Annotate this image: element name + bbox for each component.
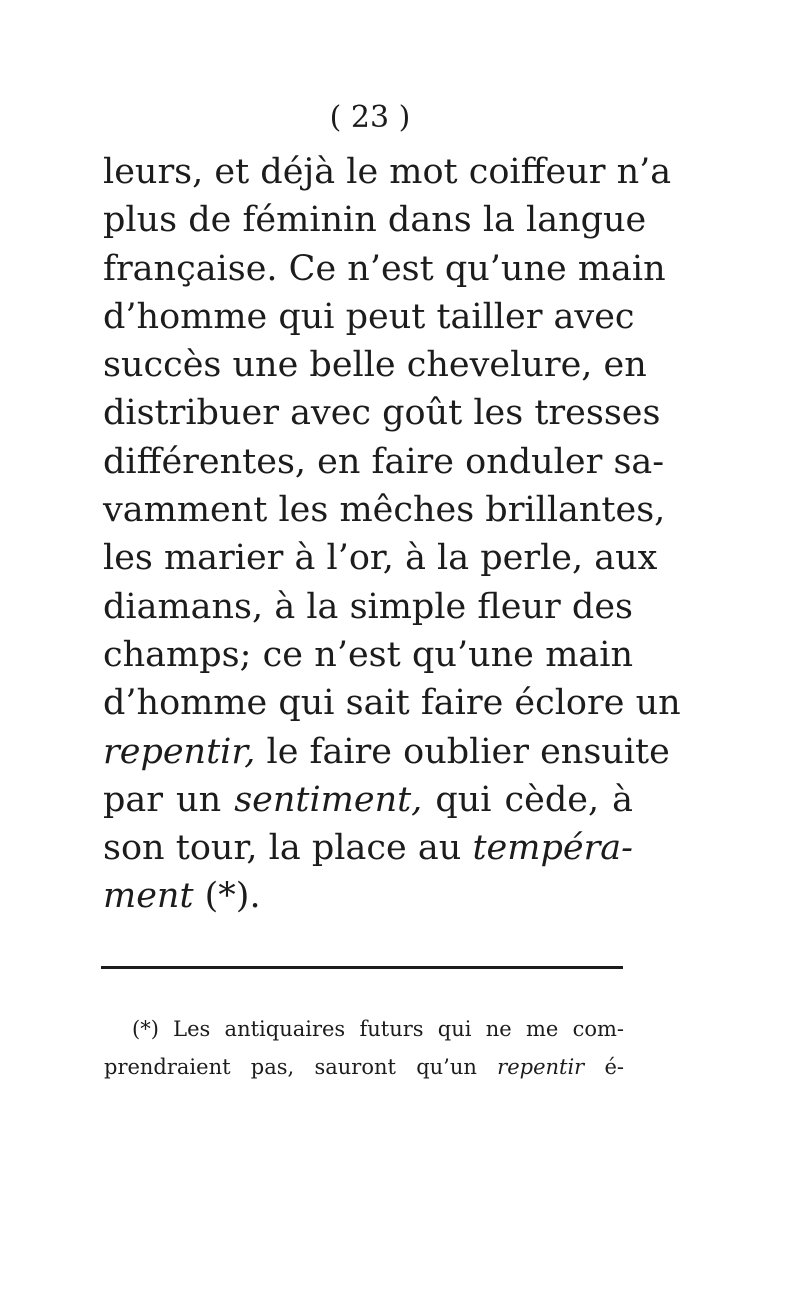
text-line <box>103 728 670 776</box>
footnote-rule <box>101 966 623 969</box>
text-line: distribuer avec goût les tresses <box>103 393 661 434</box>
text-line: les marier à l’or, à la perle, aux <box>103 538 658 579</box>
italic-word: ment <box>103 876 194 917</box>
text-line: différentes, en faire onduler sa- <box>103 441 665 482</box>
italic-word: tempéra- <box>472 828 633 869</box>
text-span: qui cède, à <box>422 779 633 820</box>
footnote-line: (*) Les antiquaires futurs qui ne me com- <box>132 1017 624 1041</box>
text-line: plus de féminin dans la langue <box>103 200 647 241</box>
text-line: d’homme qui sait faire éclore un <box>103 683 681 724</box>
italic-word: repentir, <box>103 731 256 772</box>
text-line: d’homme qui peut tailler avec <box>103 296 635 337</box>
text-span: é- <box>584 1055 624 1079</box>
text-line: champs; ce n’est qu’une main <box>103 634 633 675</box>
text-span: prendraient pas, sauront qu’un <box>104 1055 498 1079</box>
text-span: (*). <box>193 876 261 917</box>
text-line <box>103 776 633 824</box>
text-span: son tour, la place au <box>103 828 473 869</box>
text-line <box>103 872 633 920</box>
text-line: diamans, à la simple fleur des <box>103 586 633 627</box>
text-line: française. Ce n’est qu’une main <box>103 248 666 289</box>
italic-word: repentir <box>497 1055 585 1079</box>
text-span: par un <box>103 779 235 820</box>
footnote-line <box>104 1048 624 1086</box>
text-line <box>103 824 633 872</box>
text-span: le faire oublier ensuite <box>255 731 670 772</box>
text-line: succès une belle chevelure, en <box>103 345 647 386</box>
footnote <box>104 1010 624 1086</box>
text-line: vamment les mêches brillantes, <box>103 490 666 531</box>
italic-word: sentiment, <box>234 779 423 820</box>
body-text <box>103 148 681 921</box>
page-number: ( 23 ) <box>329 100 411 135</box>
text-line: leurs, et déjà le mot coiffeur n’a <box>103 152 672 192</box>
